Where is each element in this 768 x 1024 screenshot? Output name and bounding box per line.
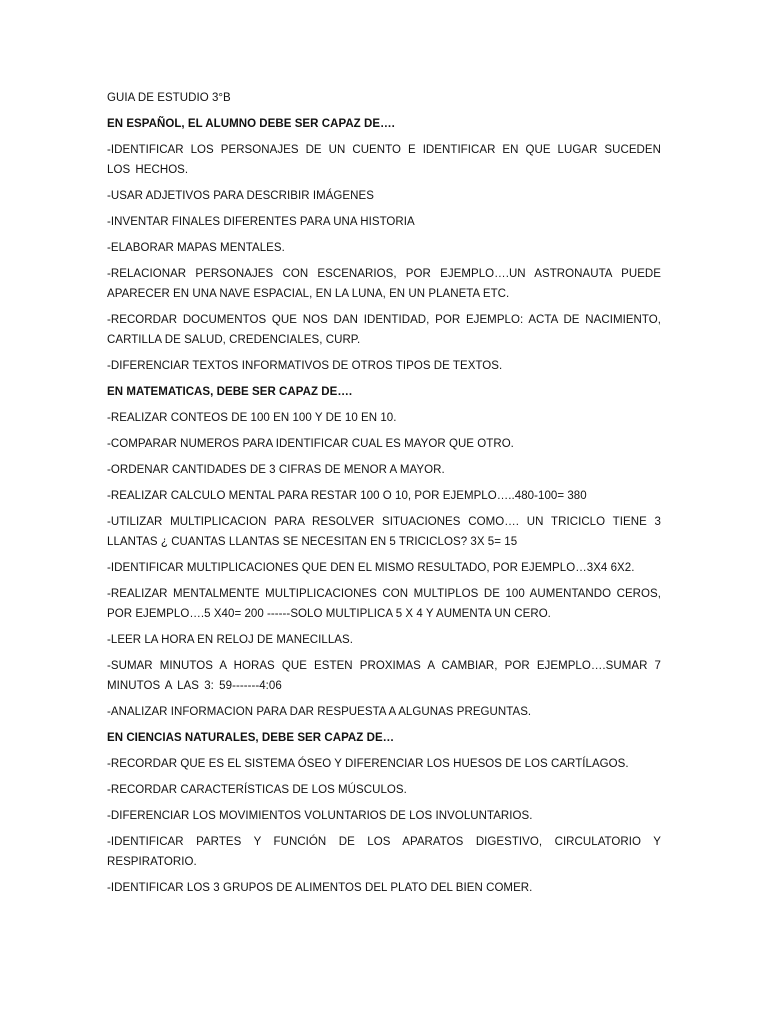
list-item: -RECORDAR QUE ES EL SISTEMA ÓSEO Y DIFERENCIAR LOS HUESOS DE LOS CARTÍLAGOS. xyxy=(107,758,629,770)
list-item: -LEER LA HORA EN RELOJ DE MANECILLAS. xyxy=(107,634,353,646)
list-item: -IDENTIFICAR MULTIPLICACIONES QUE DEN EL MISMO RESULTADO, POR EJEMPLO…3X4 6X2. xyxy=(107,562,635,574)
list-item: -ORDENAR CANTIDADES DE 3 CIFRAS DE MENOR A MAYOR. xyxy=(107,464,445,476)
list-item: -SUMAR MINUTOS A HORAS QUE ESTEN PROXIMAS A CAMBIAR, POR EJEMPLO….SUMAR 7 MINUTOS A LAS 3: 59-------4:06 xyxy=(107,660,661,692)
list-item: -COMPARAR NUMEROS PARA IDENTIFICAR CUAL ES MAYOR QUE OTRO. xyxy=(107,438,514,450)
list-item: -ELABORAR MAPAS MENTALES. xyxy=(107,242,285,254)
list-item: -REALIZAR CONTEOS DE 100 EN 100 Y DE 10 EN 10. xyxy=(107,412,397,424)
list-item: -DIFERENCIAR TEXTOS INFORMATIVOS DE OTROS TIPOS DE TEXTOS. xyxy=(107,360,503,372)
list-item: -INVENTAR FINALES DIFERENTES PARA UNA HISTORIA xyxy=(107,216,415,228)
list-item: -USAR ADJETIVOS PARA DESCRIBIR IMÁGENES xyxy=(107,190,374,202)
document-title: GUIA DE ESTUDIO 3°B xyxy=(107,92,231,104)
section-heading-espanol: EN ESPAÑOL, EL ALUMNO DEBE SER CAPAZ DE…. xyxy=(107,118,395,130)
section-heading-ciencias-naturales: EN CIENCIAS NATURALES, DEBE SER CAPAZ DE… xyxy=(107,732,395,744)
list-item: -DIFERENCIAR LOS MOVIMIENTOS VOLUNTARIOS DE LOS INVOLUNTARIOS. xyxy=(107,810,533,822)
section-heading-matematicas: EN MATEMATICAS, DEBE SER CAPAZ DE…. xyxy=(107,386,353,398)
list-item: -IDENTIFICAR LOS PERSONAJES DE UN CUENTO E IDENTIFICAR EN QUE LUGAR SUCEDEN LOS HECHOS. xyxy=(107,144,661,176)
list-item: -REALIZAR CALCULO MENTAL PARA RESTAR 100 O 10, POR EJEMPLO…..480-100= 380 xyxy=(107,490,587,502)
document-page xyxy=(107,88,661,904)
list-item: -ANALIZAR INFORMACION PARA DAR RESPUESTA A ALGUNAS PREGUNTAS. xyxy=(107,706,532,718)
list-item: -IDENTIFICAR PARTES Y FUNCIÓN DE LOS APARATOS DIGESTIVO, CIRCULATORIO Y RESPIRATORIO. xyxy=(107,836,661,868)
list-item: -IDENTIFICAR LOS 3 GRUPOS DE ALIMENTOS DEL PLATO DEL BIEN COMER. xyxy=(107,882,533,894)
list-item: -UTILIZAR MULTIPLICACION PARA RESOLVER SITUACIONES COMO…. UN TRICICLO TIENE 3 LLANTAS ¿ CUANTAS LLANTAS SE NECESITAN EN 5 TRICICLOS? 3X 5= 15 xyxy=(107,516,661,548)
list-item: -REALIZAR MENTALMENTE MULTIPLICACIONES CON MULTIPLOS DE 100 AUMENTANDO CEROS, POR EJEMPLO….5 X40= 200 ------SOLO MULTIPLICA 5 X 4 Y AUMENTA UN CERO. xyxy=(107,588,661,620)
list-item: -RELACIONAR PERSONAJES CON ESCENARIOS, POR EJEMPLO….UN ASTRONAUTA PUEDE APARECER EN UNA NAVE ESPACIAL, EN LA LUNA, EN UN PLANETA ETC. xyxy=(107,268,661,300)
list-item: -RECORDAR CARACTERÍSTICAS DE LOS MÚSCULOS. xyxy=(107,784,407,796)
list-item: -RECORDAR DOCUMENTOS QUE NOS DAN IDENTIDAD, POR EJEMPLO: ACTA DE NACIMIENTO, CARTILLA DE SALUD, CREDENCIALES, CURP. xyxy=(107,314,661,346)
